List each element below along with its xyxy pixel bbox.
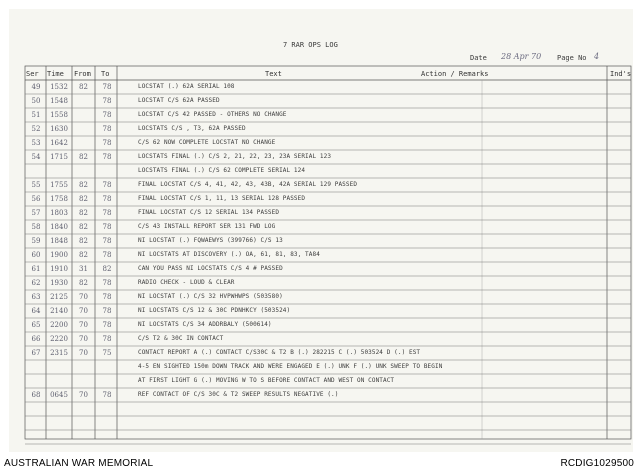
log-row bbox=[9, 388, 633, 402]
log-cell-time: 1755 bbox=[50, 181, 68, 189]
log-cell-time: 1558 bbox=[50, 111, 68, 119]
log-cell-from: 82 bbox=[79, 223, 88, 231]
log-cell-time: 1848 bbox=[50, 237, 68, 245]
log-cell-ser: 57 bbox=[31, 209, 41, 217]
log-cell-to: 78 bbox=[102, 321, 112, 329]
log-cell-from: 70 bbox=[79, 391, 88, 399]
log-row bbox=[9, 150, 633, 164]
log-cell-ser: 50 bbox=[31, 97, 41, 105]
log-cell-ser: 64 bbox=[31, 307, 41, 315]
log-cell-ser: 51 bbox=[31, 111, 41, 119]
log-row bbox=[9, 318, 633, 332]
log-row bbox=[9, 346, 633, 360]
log-cell-text: FINAL LOCSTAT C/S 12 SERIAL 134 PASSED bbox=[138, 209, 280, 216]
log-cell-from: 70 bbox=[79, 307, 88, 315]
log-cell-text: C/S 43 INSTALL REPORT SER 131 FWD LOG bbox=[138, 223, 276, 230]
log-row bbox=[9, 206, 633, 220]
log-cell-time: 1900 bbox=[50, 251, 68, 259]
log-cell-to: 78 bbox=[102, 209, 112, 217]
log-cell-time: 2315 bbox=[50, 349, 68, 357]
log-cell-to: 75 bbox=[102, 349, 112, 357]
log-cell-text: RADIO CHECK - LOUD & CLEAR bbox=[138, 279, 235, 286]
log-cell-ser: 68 bbox=[31, 391, 41, 399]
log-row bbox=[9, 444, 633, 458]
log-cell-from: 82 bbox=[79, 195, 88, 203]
log-cell-time: 1930 bbox=[50, 279, 68, 287]
log-cell-ser: 60 bbox=[31, 251, 41, 259]
date-label: Date bbox=[470, 54, 487, 62]
log-row bbox=[9, 360, 633, 374]
log-cell-to: 78 bbox=[102, 83, 112, 91]
header-ser: Ser bbox=[26, 70, 39, 78]
header-time: Time bbox=[47, 70, 64, 78]
header-text: Text bbox=[265, 70, 282, 78]
log-cell-ser: 62 bbox=[31, 279, 41, 287]
log-cell-text: C/S 62 NOW COMPLETE LOCSTAT NO CHANGE bbox=[138, 139, 276, 146]
log-cell-to: 78 bbox=[102, 139, 112, 147]
log-cell-ser: 53 bbox=[31, 139, 41, 147]
log-row bbox=[9, 248, 633, 262]
log-cell-to: 78 bbox=[102, 335, 112, 343]
log-row bbox=[9, 80, 633, 94]
log-row bbox=[9, 108, 633, 122]
log-cell-ser: 67 bbox=[31, 349, 41, 357]
log-cell-text: FINAL LOCSTAT C/S 4, 41, 42, 43, 43B, 42A SERIAL 129 PASSED bbox=[138, 181, 358, 188]
log-cell-from: 82 bbox=[79, 153, 88, 161]
log-cell-ser: 59 bbox=[31, 237, 41, 245]
log-cell-text: LOCSTAT C/S 62A PASSED bbox=[138, 97, 220, 104]
log-cell-time: 0645 bbox=[50, 391, 68, 399]
header-inds: Ind's bbox=[610, 70, 632, 78]
log-cell-text: LOCSTAT (.) 62A SERIAL 108 bbox=[138, 83, 235, 90]
log-cell-from: 82 bbox=[79, 251, 88, 259]
log-cell-to: 78 bbox=[102, 391, 112, 399]
log-cell-text: LOCSTATS FINAL (.) C/S 2, 21, 22, 23, 23A SERIAL 123 bbox=[138, 153, 332, 160]
log-row bbox=[9, 430, 633, 444]
log-cell-text: LOCSTATS C/S , T3, 62A PASSED bbox=[138, 125, 246, 132]
log-row bbox=[9, 192, 633, 206]
log-cell-to: 78 bbox=[102, 223, 112, 231]
log-cell-ser: 65 bbox=[31, 321, 41, 329]
log-cell-from: 82 bbox=[79, 83, 88, 91]
log-cell-to: 78 bbox=[102, 125, 112, 133]
page-label: Page No bbox=[557, 54, 587, 62]
log-row bbox=[9, 416, 633, 430]
log-cell-ser: 58 bbox=[31, 223, 41, 231]
log-row bbox=[9, 402, 633, 416]
log-cell-to: 78 bbox=[102, 153, 112, 161]
log-cell-time: 1910 bbox=[50, 265, 68, 273]
log-row bbox=[9, 94, 633, 108]
log-cell-to: 78 bbox=[102, 195, 112, 203]
log-cell-to: 78 bbox=[102, 97, 112, 105]
header-to: To bbox=[101, 70, 110, 78]
log-cell-text: NI LOCSTAT (.) FQWAEWYS (399766) C/S 13 bbox=[138, 237, 283, 244]
log-cell-text: NI LOCSTATS AT DISCOVERY (.) OA, 61, 81, 83, TA84 bbox=[138, 251, 320, 258]
log-cell-text: CAN YOU PASS NI LOCSTATS C/S 4 # PASSED bbox=[138, 265, 283, 272]
page-value: 4 bbox=[594, 52, 600, 61]
log-cell-text: AT FIRST LIGHT G (.) MOVING W TO S BEFORE CONTACT AND WEST ON CONTACT bbox=[138, 377, 395, 384]
log-cell-from: 70 bbox=[79, 293, 88, 301]
log-cell-ser: 55 bbox=[31, 181, 41, 189]
header-from: From bbox=[74, 70, 91, 78]
log-row bbox=[9, 178, 633, 192]
log-row bbox=[9, 276, 633, 290]
log-cell-ser: 61 bbox=[31, 265, 41, 273]
log-cell-time: 1715 bbox=[50, 153, 68, 161]
log-row bbox=[9, 304, 633, 318]
log-cell-time: 2200 bbox=[50, 321, 68, 329]
log-row bbox=[9, 136, 633, 150]
log-row bbox=[9, 332, 633, 346]
log-cell-text: C/S T2 & 30C IN CONTACT bbox=[138, 335, 224, 342]
log-cell-from: 82 bbox=[79, 279, 88, 287]
log-cell-time: 1532 bbox=[50, 83, 68, 91]
log-cell-ser: 54 bbox=[31, 153, 41, 161]
date-value: 28 Apr 70 bbox=[501, 52, 542, 61]
log-cell-ser: 49 bbox=[31, 83, 41, 91]
log-cell-text: FINAL LOCSTAT C/S 1, 11, 13 SERIAL 128 PASSED bbox=[138, 195, 306, 202]
log-cell-to: 78 bbox=[102, 111, 112, 119]
log-cell-text: NI LOCSTATS C/S 12 & 30C PDNHKCY (503524) bbox=[138, 307, 291, 314]
log-row bbox=[9, 122, 633, 136]
log-row bbox=[9, 220, 633, 234]
log-cell-from: 82 bbox=[79, 237, 88, 245]
log-cell-time: 1758 bbox=[50, 195, 68, 203]
log-cell-ser: 52 bbox=[31, 125, 41, 133]
log-cell-time: 1642 bbox=[50, 139, 68, 147]
log-cell-text: LOCSTAT C/S 42 PASSED - OTHERS NO CHANGE bbox=[138, 111, 287, 118]
log-cell-from: 82 bbox=[79, 209, 88, 217]
log-row bbox=[9, 374, 633, 388]
log-row bbox=[9, 262, 633, 276]
log-row bbox=[9, 290, 633, 304]
log-cell-time: 1803 bbox=[50, 209, 68, 217]
log-cell-time: 2140 bbox=[50, 307, 68, 315]
log-cell-time: 2125 bbox=[50, 293, 68, 301]
log-cell-time: 1840 bbox=[50, 223, 68, 231]
log-row bbox=[9, 164, 633, 178]
log-cell-text: LOCSTATS FINAL (.) C/S 62 COMPLETE SERIAL 124 bbox=[138, 167, 306, 174]
footer-left: AUSTRALIAN WAR MEMORIAL bbox=[4, 458, 154, 469]
log-cell-from: 70 bbox=[79, 321, 88, 329]
log-cell-text: CONTACT REPORT A (.) CONTACT C/S30C & T2 B (.) 282215 C (.) 503524 D (.) EST bbox=[138, 349, 421, 356]
log-cell-from: 82 bbox=[79, 181, 88, 189]
log-cell-ser: 56 bbox=[31, 195, 41, 203]
header-action: Action / Remarks bbox=[421, 70, 489, 78]
log-cell-text: NI LOCSTAT (.) C/S 32 HVPWHWPS (503580) bbox=[138, 293, 283, 300]
log-sheet bbox=[9, 9, 633, 452]
log-cell-text: NI LOCSTATS C/S 34 ADDRBALY (500614) bbox=[138, 321, 272, 328]
log-cell-to: 78 bbox=[102, 279, 112, 287]
log-cell-time: 2220 bbox=[50, 335, 68, 343]
log-cell-text: 4-5 EN SIGHTED 150m DOWN TRACK AND WERE ENGAGED E (.) UNK F (.) UNK SWEEP TO BEGIN bbox=[138, 363, 443, 370]
log-cell-from: 70 bbox=[79, 335, 88, 343]
log-cell-to: 78 bbox=[102, 237, 112, 245]
footer-right: RCDIG1029500 bbox=[560, 458, 634, 469]
log-cell-to: 78 bbox=[102, 307, 112, 315]
log-cell-to: 78 bbox=[102, 251, 112, 259]
log-cell-ser: 66 bbox=[31, 335, 41, 343]
log-cell-to: 78 bbox=[102, 293, 112, 301]
log-cell-from: 70 bbox=[79, 349, 88, 357]
log-cell-to: 78 bbox=[102, 181, 112, 189]
log-cell-time: 1630 bbox=[50, 125, 68, 133]
log-cell-from: 31 bbox=[79, 265, 88, 273]
log-cell-text: REF CONTACT OF C/S 30C & T2 SWEEP RESULTS NEGATIVE (.) bbox=[138, 391, 339, 398]
log-row bbox=[9, 234, 633, 248]
log-cell-to: 82 bbox=[102, 265, 112, 273]
log-cell-ser: 63 bbox=[31, 293, 41, 301]
log-title: 7 RAR OPS LOG bbox=[283, 41, 338, 49]
log-cell-time: 1548 bbox=[50, 97, 68, 105]
